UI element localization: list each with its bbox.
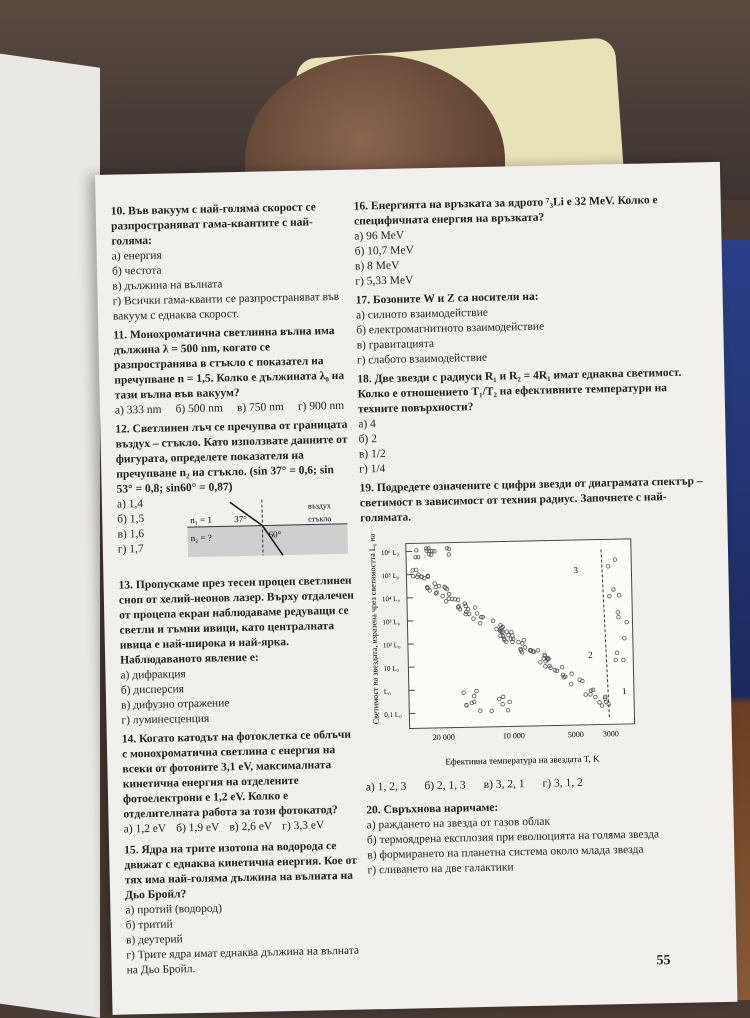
q20-opt-b: б) термоядрена експлозия при еволюцията на голяма звезда	[367, 826, 712, 848]
q11-opt-c: в) 750 nm	[237, 400, 284, 416]
q19-text: 19. Подредете означените с цифри звезди от диаграмата спектър – светимост в зависимост от техния радиус. Започнете с най-голямата.	[359, 474, 705, 526]
refraction-diagram	[182, 496, 353, 560]
q10-opt-c: в) дължина на вълната	[112, 275, 347, 295]
q12-opt-d: г) 1,7	[118, 541, 177, 557]
q12-opt-b: б) 1,5	[117, 511, 176, 527]
n1-label: n₁ = 1	[190, 515, 212, 525]
q16-opt-a: а) 96 MeV	[354, 222, 699, 244]
q15-opt-c: в) деутерий	[126, 929, 361, 949]
star-label-3: 3	[573, 565, 578, 575]
y-tick-label: 10⁴ L₀	[382, 595, 401, 603]
q18-opt-d: г) 1/4	[359, 455, 704, 477]
q19-options	[366, 773, 711, 795]
q13-opt-a: а) дифракция	[120, 664, 355, 684]
y-tick-label: 10² L₀	[383, 641, 401, 649]
q18-opt-a: а) 4	[358, 410, 703, 432]
q10-opt-b: б) честота	[112, 260, 347, 280]
q10-opt-d: г) Всички гама-кванти се разпространяват във вакуум с еднаква скорост.	[113, 290, 349, 325]
air-label: въздух	[308, 501, 331, 510]
x-tick-label: 10 000	[503, 731, 525, 740]
x-tick-label: 5000	[568, 730, 584, 739]
left-page-edge	[0, 52, 100, 1017]
q10-text: 10. Във вакуум с най-голяма скорост се разпространяват гама-квантите с най-голяма:	[111, 200, 347, 250]
q12-options	[117, 496, 177, 564]
q14-text: 14. Когато катодът на фотоклетка се облъчи с монохроматична светлина с енергия на всеки от фотоните 3,1 eV, максималната кинетична енергия на отделените фотоелектрони е 1,2 eV. Колко е отделителната работа за този фотокатод?	[122, 728, 359, 823]
y-tick-label: 10 L₀	[383, 664, 399, 672]
refraction-figure	[182, 496, 353, 560]
q15-opt-a: а) протий (водород)	[125, 899, 360, 919]
q17-opt-b: б) електромагнитното взаимодействие	[356, 316, 701, 338]
angle-60-label: 60°	[268, 529, 281, 539]
q20-opt-a: а) раждането на звезда от газов облак	[367, 811, 712, 833]
left-column	[111, 200, 362, 979]
glass-label: стъкло	[308, 514, 331, 523]
hr-diagram	[361, 528, 656, 774]
q16-opt-b: б) 10,7 MeV	[355, 237, 700, 259]
q14-opt-d: г) 3,3 eV	[282, 818, 324, 834]
q19-opt-a: а) 1, 2, 3	[366, 780, 407, 796]
angle-37-label: 37°	[234, 514, 247, 524]
y-tick-label: 0,1 L₀	[384, 711, 402, 719]
q12-opt-c: в) 1,6	[117, 526, 176, 542]
star-label-2: 2	[588, 650, 593, 660]
star-label-1: 1	[622, 686, 627, 696]
q16-text: 16. Енергията на връзката за ядрото ⁷₃Li е 32 MeV. Колко е специфичната енергия на връзката?	[354, 192, 700, 229]
n2-label: n₂ = ?	[191, 533, 212, 543]
q16-opt-d: г) 5,33 MeV	[355, 267, 700, 289]
q20-opt-d: г) сливането на две галактики	[367, 856, 712, 878]
q14-opt-c: в) 2,6 eV	[229, 819, 272, 835]
plot-frame	[406, 539, 635, 729]
q11-text: 11. Монохроматична светлинна вълна има дължина λ = 500 nm, когато се разпространява в стъкло с показател на пречупване n = 1,5. Колко е дължината λ₀ на тази вълна във вакуум?	[113, 324, 350, 404]
right-column	[354, 192, 713, 878]
q10-opt-a: а) енергия	[112, 245, 347, 265]
q17-text: 17. Бозоните W и Z са носители на:	[356, 286, 701, 308]
q12-opt-a: а) 1,4	[117, 496, 176, 512]
page-number: 55	[656, 953, 670, 969]
q17-opt-d: г) слабото взаимодействие	[357, 346, 702, 368]
q18-text: 18. Две звезди с радиуси R₁ и R₂ = 4R₁ имат еднаква светимост. Колко е отношението T₁/T₂ на ефективните температури на техните повърхности?	[357, 365, 703, 417]
x-tick-label: 3000	[603, 729, 619, 738]
x-tick-label: 20 000	[433, 733, 455, 742]
q15-opt-b: б) тритий	[126, 914, 361, 934]
q11-opt-d: г) 900 nm	[298, 399, 345, 415]
q20-opt-c: в) формирането на планетна система около млада звезда	[367, 841, 712, 863]
q12-block	[117, 493, 353, 565]
q13-text: 13. Пропускаме през тесен процеп светлинен сноп от хелий-неонов лазер. Върху отдалечен от процепа екран наблюдаваме редуващи се светли и тъмни ивици, като централната ивица е най-широка и най-ярка. Наблюдаваното явление е:	[118, 574, 355, 669]
q19-opt-b: б) 2, 1, 3	[424, 778, 466, 794]
y-tick-label: 10⁵ L₀	[381, 572, 400, 580]
q17-opt-a: а) силното взаимодействие	[356, 301, 701, 323]
y-axis-label: Светимост на звездата, изразена чрез светимостта L₀ на Слънцето	[367, 528, 381, 724]
q19-opt-d: г) 3, 1, 2	[542, 776, 582, 792]
q11-opt-b: б) 500 nm	[175, 401, 223, 417]
y-tick-label: 10⁶ L₀	[381, 549, 400, 557]
q19-opt-c: в) 3, 2, 1	[484, 777, 525, 793]
q20-text: 20. Свръхнова наричаме:	[366, 796, 711, 818]
y-tick-label: 10³ L₀	[382, 618, 400, 626]
q12-text: 12. Светлинен лъч се пречупва от границата въздух – стъкло. Като използвате данните от фигурата, определете показателя на пречупване n₂ на стъкло. (sin 37° = 0,6; sin 53° = 0,8; sin60° = 0,87)	[115, 418, 352, 498]
book-page	[95, 162, 737, 1015]
q14-opt-b: б) 1,9 eV	[176, 821, 220, 837]
x-axis-label: Ефективна температура на звездата T, K	[445, 754, 600, 767]
hr-diagram-svg	[361, 528, 656, 774]
q15-opt-d: г) Трите ядра имат еднаква дължина на вълната на Дьо Бройл.	[126, 944, 362, 979]
q16-opt-c: в) 8 MeV	[355, 252, 700, 274]
y-tick-label: L₀	[384, 688, 391, 696]
q11-opt-a: а) 333 nm	[115, 403, 162, 419]
q15-text: 15. Ядра на трите изотопа на водорода се движат с еднаква кинетична енергия. Кое от тях има най-голяма дължина на вълната на Дьо Бройл?	[124, 839, 360, 904]
q18-opt-c: в) 1/2	[359, 440, 704, 462]
q13-opt-b: б) дисперсия	[121, 679, 356, 699]
q13-opt-c: в) дифузно отражение	[121, 694, 356, 714]
q17-opt-c: в) гравитацията	[356, 331, 701, 353]
q18-opt-b: б) 2	[358, 425, 703, 447]
q14-opt-a: а) 1,2 eV	[124, 822, 167, 838]
q13-opt-d: г) луминесценция	[121, 709, 356, 729]
